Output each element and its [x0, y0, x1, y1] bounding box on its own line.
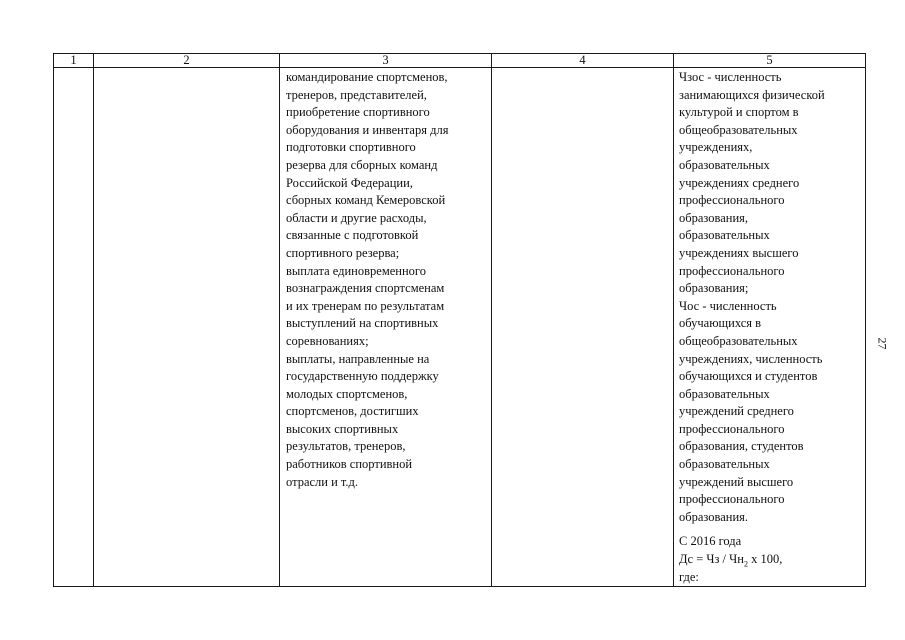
where-line: где:	[679, 569, 699, 584]
col3-line: молодых спортсменов,	[286, 386, 408, 401]
indicator-definition-text	[674, 68, 865, 526]
column-header-5: 5	[674, 54, 866, 68]
col5-line: учреждениях среднего	[679, 175, 800, 190]
col5-line: обучающихся и студентов	[679, 369, 818, 384]
col3-line: результатов, тренеров,	[286, 439, 406, 454]
expense-description-text	[280, 68, 491, 491]
col5-line: образования.	[679, 509, 749, 524]
col5-line: образовательных	[679, 457, 770, 472]
col3-line: тренеров, представителей,	[286, 87, 427, 102]
column-header-2: 2	[94, 54, 280, 68]
col3-line: высоких спортивных	[286, 421, 399, 436]
col3-line: выступлений на спортивных	[286, 316, 439, 331]
col5-line: образования;	[679, 281, 749, 296]
column-header-3: 3	[280, 54, 492, 68]
col5-line: учреждений среднего	[679, 404, 794, 419]
col3-line: оборудования и инвентаря для	[286, 122, 449, 137]
col5-line: профессионального	[679, 492, 785, 507]
col5-line: учреждений высшего	[679, 474, 794, 489]
formula-prefix: Дс = Чз / Чн	[679, 552, 744, 567]
page-number: 27	[875, 337, 890, 350]
col5-line: профессионального	[679, 421, 785, 436]
year-line: С 2016 года	[679, 534, 742, 549]
col5-line: образовательных	[679, 386, 770, 401]
col5-line: общеобразовательных	[679, 122, 798, 137]
col5-line: Чос - численность	[679, 298, 777, 313]
col5-line: образования,	[679, 210, 749, 225]
document-table	[53, 53, 866, 587]
cell-col5	[674, 68, 866, 587]
col5-line: учреждениях высшего	[679, 245, 799, 260]
col3-line: соревнованиях;	[286, 333, 369, 348]
cell-col3	[280, 68, 492, 587]
column-header-4: 4	[492, 54, 674, 68]
col3-line: выплата единовременного	[286, 263, 426, 278]
col3-line: государственную поддержку	[286, 369, 439, 384]
formula-block	[674, 532, 865, 586]
col3-line: спортсменов, достигших	[286, 404, 419, 419]
col3-line: области и другие расходы,	[286, 210, 427, 225]
col5-line: профессионального	[679, 263, 785, 278]
table-header-row	[54, 54, 866, 68]
col5-line: образовательных	[679, 157, 770, 172]
col3-line: спортивного резерва;	[286, 245, 400, 260]
col5-line: общеобразовательных	[679, 333, 798, 348]
col5-line: профессионального	[679, 193, 785, 208]
col3-line: резерва для сборных команд	[286, 157, 438, 172]
col5-line: Чзос - численность	[679, 70, 782, 84]
col5-line: учреждениях, численность	[679, 351, 823, 366]
col3-line: выплаты, направленные на	[286, 351, 430, 366]
col3-line: приобретение спортивного	[286, 105, 430, 120]
cell-col1	[54, 68, 94, 587]
formula-subscript: 2	[743, 559, 748, 569]
col5-line: образовательных	[679, 228, 770, 243]
column-header-1: 1	[54, 54, 94, 68]
col3-line: отрасли и т.д.	[286, 474, 359, 489]
formula-line	[679, 551, 862, 569]
col5-line: занимающихся физической	[679, 87, 825, 102]
table-row	[54, 68, 866, 587]
col3-line: сборных команд Кемеровской	[286, 193, 446, 208]
col5-line: обучающихся в	[679, 316, 762, 331]
formula-suffix: x 100,	[747, 552, 783, 567]
col3-line: связанные с подготовкой	[286, 228, 419, 243]
col3-line: командирование спортсменов,	[286, 70, 448, 84]
col5-line: образования, студентов	[679, 439, 804, 454]
col3-line: Российской Федерации,	[286, 175, 413, 190]
cell-col4	[492, 68, 674, 587]
cell-col2	[94, 68, 280, 587]
col3-line: подготовки спортивного	[286, 140, 416, 155]
col3-line: вознаграждения спортсменам	[286, 281, 445, 296]
col3-line: и их тренерам по результатам	[286, 298, 445, 313]
col5-line: учреждениях,	[679, 140, 753, 155]
col5-line: культурой и спортом в	[679, 105, 799, 120]
col3-line: работников спортивной	[286, 457, 413, 472]
